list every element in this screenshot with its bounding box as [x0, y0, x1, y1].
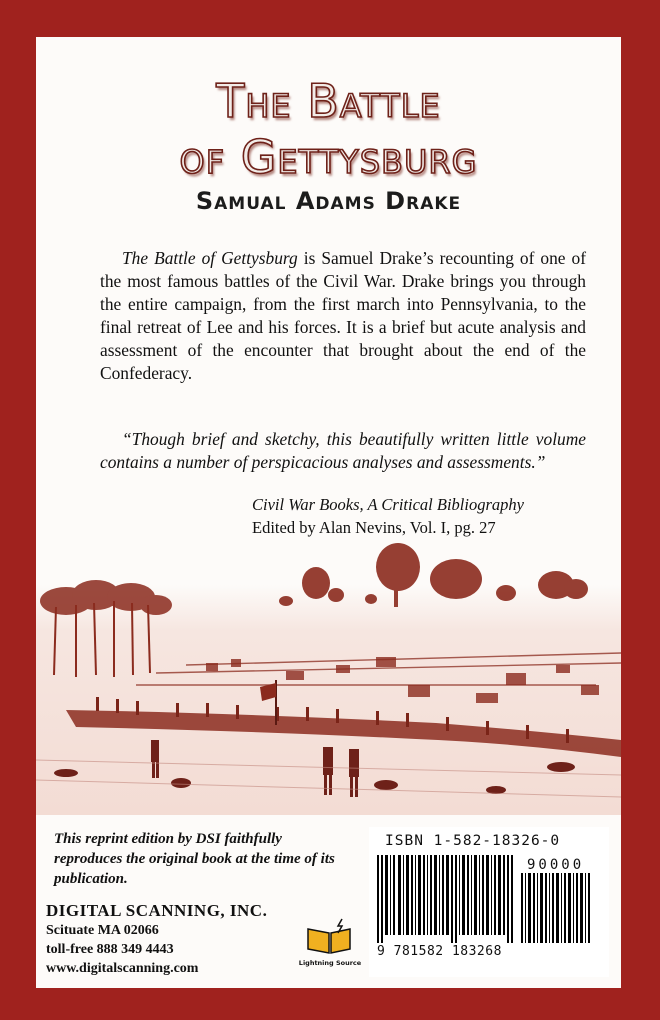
- review-source: Civil War Books, A Critical Bibliography: [252, 495, 524, 514]
- isbn-text: ISBN 1-582-18326-0: [385, 833, 561, 849]
- isbn-barcode: [369, 827, 609, 977]
- price-code: 90000: [527, 857, 585, 873]
- book-description: [100, 247, 586, 385]
- book-title-line2: of Gettysburg: [179, 130, 478, 184]
- description-text: is Samuel Drake’s recounting of one of the most famous battles of the Civil War. Drake brings you through the entire campaign, from the first march into Pennsylvania, to the final retreat of Lee and his forces. It is a brief but acute analysis and assessment of the encounter that brought about the end of the Confederacy.: [100, 248, 587, 383]
- printer-label: Lightning Source: [298, 959, 362, 967]
- book-author: Samual Adams Drake: [195, 187, 462, 215]
- publisher-website: www.digitalscanning.com: [46, 961, 199, 976]
- battlefield-illustration: [36, 535, 621, 815]
- book-icon: [298, 917, 362, 957]
- lightning-source-logo: [298, 917, 362, 979]
- publisher-phone: toll-free 888 349 4443: [46, 942, 174, 957]
- book-title-line1: The Battle: [216, 74, 441, 128]
- description-title: The Battle of Gettysburg: [122, 248, 298, 268]
- barcode-bars: [377, 855, 605, 943]
- publisher-name: DIGITAL SCANNING, INC.: [46, 901, 268, 920]
- ean-number: 9 781582 183268: [377, 944, 502, 959]
- back-cover: [36, 37, 621, 988]
- reprint-note: This reprint edition by DSI faithfully reproduces the original book at the time of its publication.: [54, 831, 335, 887]
- review-editor: Edited by Alan Nevins, Vol. I, pg. 27: [252, 518, 496, 537]
- review-quote: “Though brief and sketchy, this beautifully written little volume contains a number of perspicacious analyses and assessments.”: [100, 429, 586, 472]
- publisher-address: Scituate MA 02066: [46, 923, 159, 938]
